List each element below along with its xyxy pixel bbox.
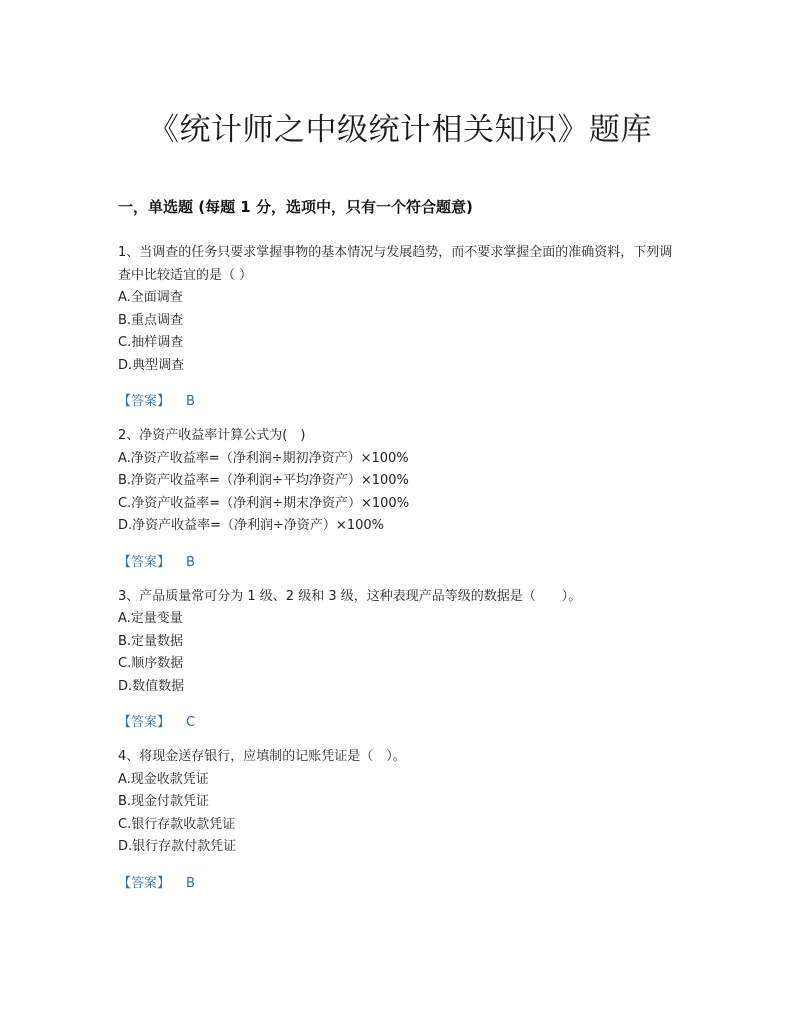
- answer-value: C: [186, 715, 196, 730]
- option-b: B.现金付款凭证: [118, 794, 210, 809]
- answer-label: 【答案】: [118, 554, 171, 570]
- document-title: 《统计师之中级统计相关知识》题库: [148, 112, 652, 148]
- option-a: A.现金收款凭证: [118, 771, 209, 787]
- answer-value: B: [186, 394, 195, 409]
- section-heading: 一，单选题 (每题 1 分，选项中，只有一个符合题意): [118, 198, 473, 216]
- option-d: D.数值数据: [118, 678, 185, 694]
- answer-value: B: [186, 554, 195, 570]
- option-c: C.抽样调查: [118, 335, 184, 350]
- answer-line: [118, 712, 684, 734]
- question-2: [118, 425, 684, 574]
- question-stem: 2、净资产收益率计算公式为( ): [118, 428, 306, 443]
- answer-label: 【答案】: [118, 394, 171, 409]
- answer-line: [118, 391, 684, 413]
- question-stem: 3、产品质量常可分为 1 级、2 级和 3 级，这种表现产品等级的数据是（ ）。: [118, 588, 582, 604]
- option-b: B.净资产收益率=（净利润÷平均净资产）×100%: [118, 473, 409, 488]
- option-d: D.典型调查: [118, 357, 185, 373]
- option-c: C.银行存款收款凭证: [118, 816, 236, 832]
- option-c: C.净资产收益率=（净利润÷期末净资产）×100%: [118, 495, 410, 511]
- answer-label: 【答案】: [118, 875, 171, 891]
- answer-label: 【答案】: [118, 715, 171, 730]
- option-d: D.净资产收益率=（净利润÷净资产）×100%: [118, 518, 384, 533]
- answer-line: [118, 552, 684, 574]
- question-stem: 1、当调查的任务只要求掌握事物的基本情况与发展趋势，而不要求掌握全面的准确资料，下列调查中比较适宜的是（ ）: [118, 245, 673, 283]
- question-1: [118, 242, 684, 413]
- option-a: A.全面调查: [118, 290, 183, 305]
- option-b: B.重点调查: [118, 312, 184, 328]
- question-list: [118, 242, 684, 907]
- option-c: C.顺序数据: [118, 656, 184, 671]
- question-3: [118, 586, 684, 735]
- option-a: A.定量变量: [118, 611, 183, 626]
- option-b: B.定量数据: [118, 633, 184, 649]
- answer-value: B: [186, 875, 195, 891]
- option-d: D.银行存款付款凭证: [118, 839, 237, 854]
- answer-line: [118, 873, 684, 895]
- option-a: A.净资产收益率=（净利润÷期初净资产）×100%: [118, 450, 409, 466]
- question-4: [118, 746, 684, 895]
- question-stem: 4、将现金送存银行，应填制的记账凭证是（ ）。: [118, 749, 406, 764]
